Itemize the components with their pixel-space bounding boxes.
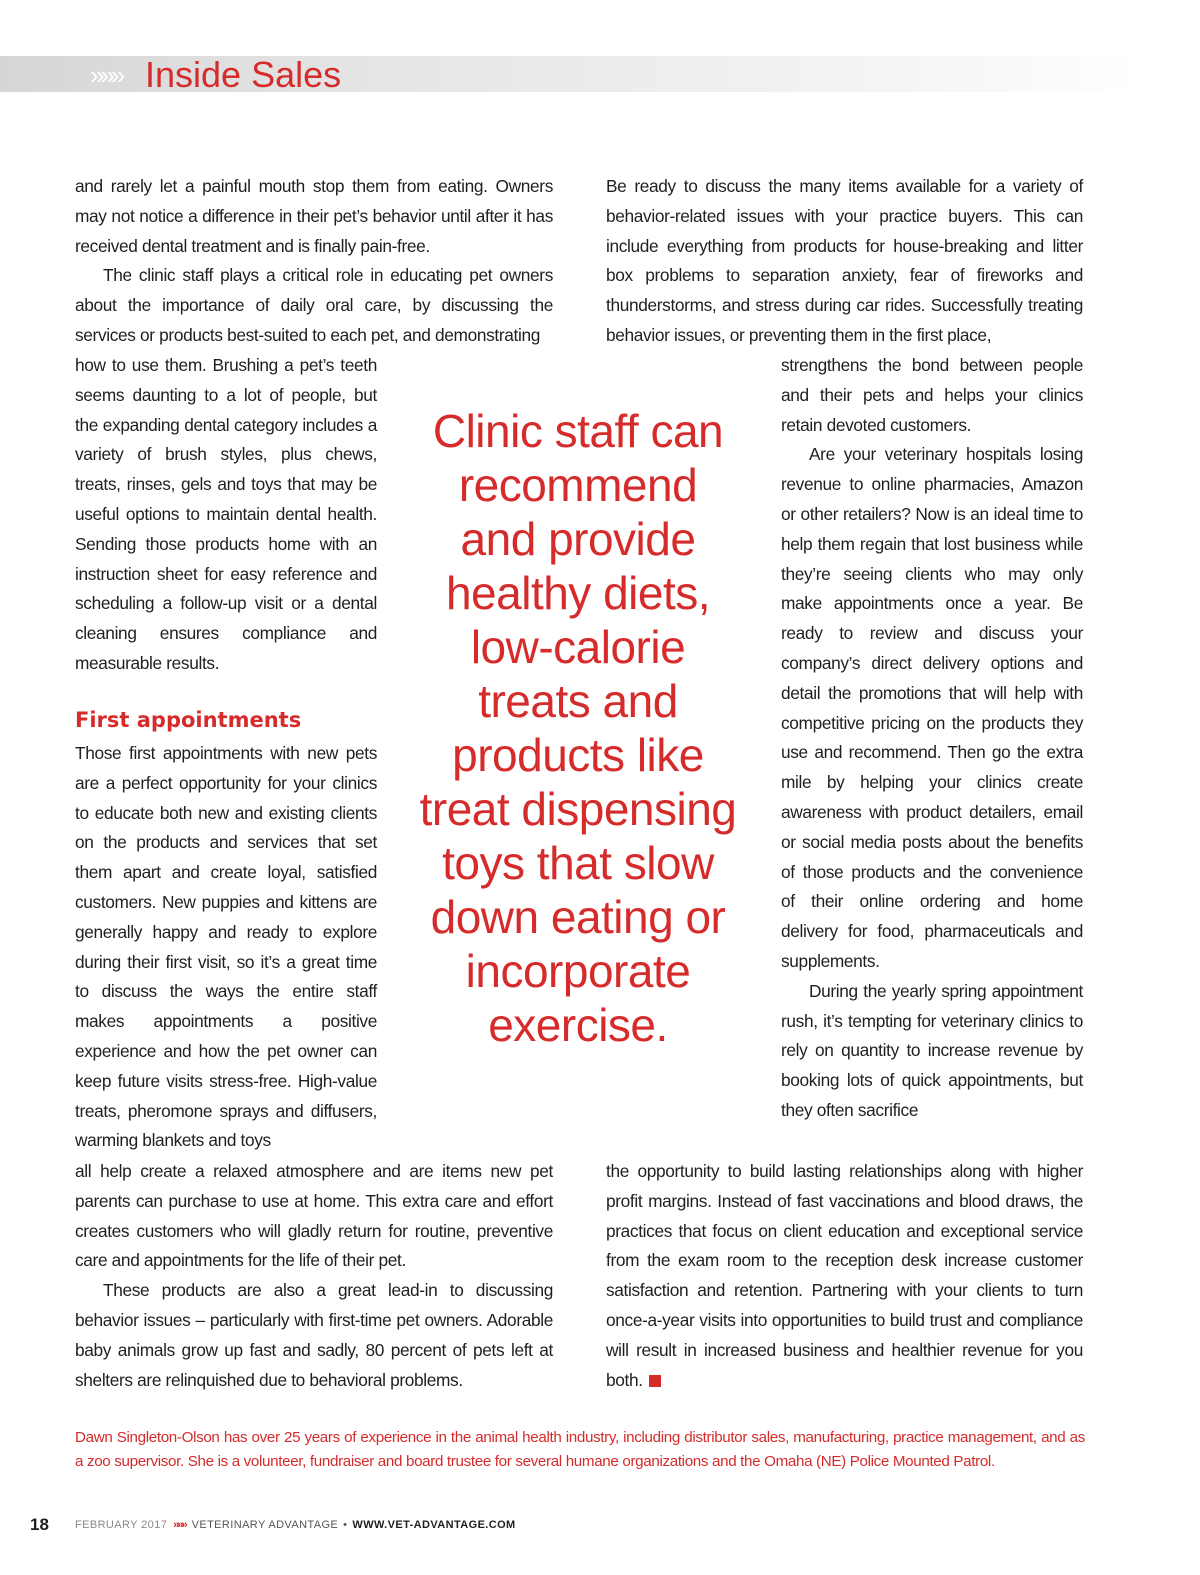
paragraph: Are your veterinary hospitals losing revenue to online pharmacies, Amazon or other retailers? Now is an ideal time to help them regain that lost business while they’re seeing clients who may only make appointments once a year. Be ready to review and discuss your company’s direct delivery options and detail the promotions that will help with competitive pricing on the products they use and recommend. Then go the extra mile by helping your clinics create awareness with product detailers, email or social media posts about the benefits of those products and the convenience of their online ordering and home delivery for food, pharmaceuticals and supplements. [781,444,1083,971]
magazine-name: VETERINARY ADVANTAGE [191,1519,339,1531]
website-link[interactable]: WWW.VET-ADVANTAGE.COM [352,1519,516,1531]
paragraph: all help create a relaxed atmosphere and are items new pet parents can purchase to use at home. This extra care and effort creates customers who will gladly return for routine, preventive care and appointments for the life of their pet. [75,1161,553,1271]
footer-line [75,1519,516,1531]
paragraph: and rarely let a painful mouth stop them from eating. Owners may not notice a difference in their pet’s behavior until after it has received dental treatment and is finally pain-free. [75,176,553,256]
paragraph: These products are also a great lead-in to discussing behavior issues – particularly with first-time pet owners. Adorable baby animals grow up fast and sadly, 80 percent of pets left at shelters are relinquished due to behavioral problems. [75,1280,553,1390]
paragraph: how to use them. Brushing a pet’s teeth seems daunting to a lot of people, but the expanding dental category includes a variety of brush styles, plus chews, treats, rinses, gels and toys that may be useful options to maintain dental health. Sending those products home with an instruction sheet for easy reference and scheduling a follow-up visit or a dental cleaning ensures compliance and measurable results. [75,355,377,673]
left-column-bottom [75,1157,553,1395]
paragraph: Those first appointments with new pets are a perfect opportunity for your clinics to educate both new and existing clients on the products and services that set them apart and create loyal, satisfied customers. New puppies and kittens are generally happy and ready to explore during their first visit, so it’s a great time to discuss the ways the entire staff makes appointments a positive experience and how the pet owner can keep future visits stress-free. High-value treats, pheromone sprays and diffusers, warming blankets and toys [75,743,377,1151]
end-of-article-square-icon [649,1375,661,1387]
paragraph: During the yearly spring appointment rush, it’s tempting for veterinary clinics to rely on quantity to increase revenue by booking lots of quick appointments, but they often sacrifice [781,980,1083,1120]
chevron-arrows-icon: »»» [90,60,122,90]
section-heading: First appointments [75,708,302,732]
chevron-arrows-icon: »»» [173,1519,186,1531]
right-column-top [606,172,1083,351]
paragraph: Be ready to discuss the many items available for a variety of behavior-related issues with your practice buyers. This can include everything from products for house-breaking and litter box problems to separation anxiety, fear of fireworks and thunderstorms, and stress during car rides. Successfully treating behavior issues, or preventing them in the first place, [606,176,1083,345]
page-number: 18 [30,1515,49,1534]
left-column-narrow-2 [75,739,377,1156]
paragraph-text: the opportunity to build lasting relationships along with higher profit margins. Instead of fast vaccinations and blood draws, the practices that focus on client education and exceptional service from the exam room to the reception desk increase customer satisfaction and retention. Partnering with your clients to turn once-a-year visits into opportunities to build trust and compliance will result in increased business and healthier revenue for you both. [606,1161,1083,1390]
paragraph [606,1157,1083,1395]
section-title: Inside Sales [145,54,342,95]
left-column-narrow-1 [75,351,377,679]
separator-dot: • [343,1519,348,1531]
pull-quote: Clinic staff can recommend and provide healthy diets, low-calorie treats and products like treat dispensing toys that slow down eating or incorporate exercise. [419,405,737,1051]
author-bio: Dawn Singleton-Olson has over 25 years of experience in the animal health industry, including distributor sales, manufacturing, practice management, and as a zoo supervisor. She is a volunteer, fundraiser and board trustee for several humane organizations and the Omaha (NE) Police Mounted Patrol. [75,1429,1085,1470]
paragraph: strengthens the bond between people and their pets and helps your clinics retain devoted customers. [781,355,1083,435]
paragraph: The clinic staff plays a critical role in educating pet owners about the importance of daily oral care, by discussing the services or products best-suited to each pet, and demonstrating [75,265,553,345]
right-column-narrow [781,351,1083,1126]
left-column-top [75,172,553,351]
issue-date: FEBRUARY 2017 [75,1519,168,1531]
right-column-bottom [606,1157,1083,1395]
